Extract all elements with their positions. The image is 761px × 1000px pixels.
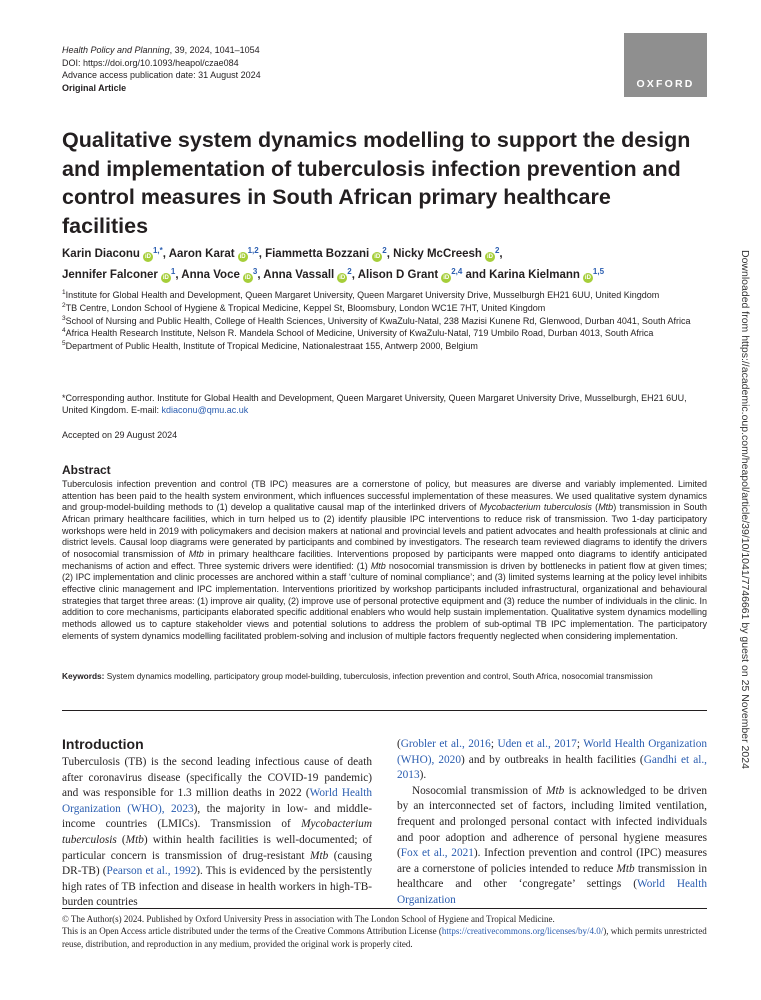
intro-text: ). This is evidenced by the persistently high rates of TB infection and disease in health workers in high-TB-burden countries [62, 865, 372, 909]
intro-text: Tuberculosis (TB) is the second leading infectious cause of death after coronavirus disease (specifically the COVID-19 pandemic) and was responsible for 1.3 million deaths in 2022 ( [62, 756, 372, 800]
orcid-icon[interactable]: iD [486, 254, 493, 260]
corresponding-email-link[interactable]: kdiaconu@qmu.ac.uk [161, 404, 249, 415]
abstract-divider [62, 710, 707, 711]
download-notice: Downloaded from https://academic.oup.com/heapol/article/39/10/1041/7746661 by guest on 25 November 2024 [739, 250, 751, 769]
author-name[interactable]: Anna Vassall [263, 269, 335, 281]
affiliation-number: 4 [62, 327, 66, 335]
intro-text: ). [419, 769, 427, 782]
affiliation [62, 290, 712, 302]
article-type: Original Article [62, 82, 127, 93]
intro-italic: Mtb [125, 833, 144, 846]
accepted-date: Accepted on 29 August 2024 [62, 430, 178, 440]
citation-link[interactable]: Gandhi et al., 2013 [397, 753, 708, 782]
orcid-icon[interactable]: iD [443, 275, 450, 281]
intro-left-column [62, 755, 372, 911]
author-name[interactable]: Karina Kielmann [489, 269, 580, 281]
author-affiliation-sup[interactable]: 2 [494, 246, 500, 255]
copyright-line: © The Author(s) 2024. Published by Oxford University Press in association with The London School of Hygiene and Tropical Medicine. [62, 914, 555, 924]
article-title: Qualitative system dynamics modelling to support the design and implementation of tuberculosis infection prevention and control measures in South African primary healthcare facilities [62, 128, 691, 238]
affiliation-number: 3 [62, 314, 66, 322]
keywords-label: Keywords: [62, 671, 105, 681]
doi[interactable]: DOI: https://doi.org/10.1093/heapol/czae084 [62, 57, 239, 68]
author-affiliation-sup[interactable]: 1,2 [247, 246, 259, 255]
intro-text: is acknowledged to be driven by an interconnected set of factors, including limited ventilation, frequent and prolonged personal contact with infected individuals and poor adoption and adherence of personal hygiene measures ( [397, 784, 707, 860]
citation-link[interactable]: World Health Organization (WHO), 2023 [62, 787, 372, 815]
author-separator: , [351, 269, 358, 281]
intro-italic: Mycobacterium tuberculosis [62, 818, 372, 846]
citation-link[interactable]: Fox et al., 2021 [400, 847, 474, 860]
citation-link[interactable]: Grobler et al., 2016 [400, 738, 491, 750]
citation-link[interactable]: World Health Organization (WHO), 2020 [397, 738, 708, 766]
affiliation-number: 2 [62, 301, 66, 309]
abstract-part: nosocomial transmission is driven by bottlenecks in patient flow at given times; (2) IPC implementation and clinic processes are anchored within a staff ‘culture of nominal compliance’; and (3) limited systems learning at the policy level inhibits effective clinic management and IPC implementation. Interventions prioritized by workshop participants included infrastructural, organizational and behavioural strategies that target three areas: (1) improve air quality, (2) improve use of personal protective equipment and (3) reduce the number of individuals in the clinic. In addition to core mechanisms, participants elaborated specific additional enablers who would help sustain implementation. Qualitative system dynamics modelling methods allowed us to capture stakeholder views and potential solutions to address the problem of sub-optimal TB IPC implementation. The participatory elements of system dynamics modelling facilitated problem-solving and inclusion of multiple factors frequently neglected when considering implementation. [62, 560, 707, 641]
citation-link[interactable]: World Health Organization [397, 878, 707, 906]
author-affiliation-sup[interactable]: 1,5 [592, 267, 605, 276]
intro-text: ) within health facilities is well-documented; of particular concern is transmission of drug-resistant [62, 833, 372, 862]
author-list [62, 244, 722, 286]
author-name[interactable]: Anna Voce [181, 269, 240, 281]
author-affiliation-sup[interactable]: 2,4 [451, 267, 463, 276]
author-separator: , [257, 269, 264, 281]
author-affiliation-sup[interactable]: 3 [252, 267, 258, 276]
author-affiliation-sup[interactable]: 1 [170, 267, 176, 276]
journal-citation [62, 44, 261, 57]
affiliation-number: 5 [62, 340, 66, 348]
abstract-italic: Mtb [188, 548, 204, 559]
footer-divider [62, 908, 707, 909]
intro-italic: Mtb [546, 784, 565, 797]
affiliation-text: TB Centre, London School of Hygiene & Tropical Medicine, Keppel St, Bloomsbury, London WC1E 7HT, United Kingdom [65, 302, 546, 313]
abstract-heading: Abstract [62, 463, 111, 477]
affiliations [62, 290, 712, 354]
intro-text: ), the majority in low- and middle-income countries (LMICs). Transmission of [62, 802, 372, 831]
author-name[interactable]: Alison D Grant [357, 269, 439, 281]
keywords [62, 670, 707, 683]
author-name[interactable]: Fiammetta Bozzani [265, 248, 370, 260]
article-meta [62, 44, 261, 94]
author-affiliation-sup[interactable]: 2 [347, 267, 352, 276]
citation-link[interactable]: Pearson et al., 1992 [106, 865, 197, 878]
abstract-part: in primary healthcare facilities. Interventions proposed by participants were mapped onto diagrams to identify anticipated mechanisms of action and effect. Three systemic drivers were identified: (1) [62, 548, 707, 571]
download-sidebar [739, 250, 752, 820]
affiliation-text: School of Nursing and Public Health, College of Health Sciences, University of KwaZulu-Natal, 238 Mazisi Kunene Rd, Glenwood, Durban 4041, South Africa [65, 315, 691, 326]
introduction-heading: Introduction [62, 736, 144, 752]
advance-access-date: Advance access publication date: 31 August 2024 [62, 70, 261, 80]
orcid-icon[interactable]: iD [374, 254, 381, 260]
affiliation [62, 341, 712, 353]
license-link[interactable]: https://creativecommons.org/licenses/by/4.0/ [441, 926, 604, 937]
affiliation-text: Department of Public Health, Institute of Tropical Medicine, Nationalestraat 155, Antwerp 2000, Belgium [65, 341, 478, 352]
abstract-text [62, 479, 707, 642]
keywords-text: System dynamics modelling, participatory group model-building, tuberculosis, infection prevention and control, South Africa, nosocomial transmission [104, 671, 653, 681]
intro-right-column [397, 737, 707, 909]
author-name[interactable]: Aaron Karat [168, 248, 235, 260]
affiliation [62, 316, 712, 328]
intro-text: transmission in healthcare and other ‘congregate’ settings ( [397, 862, 707, 891]
abstract-italic: Mtb [598, 502, 614, 513]
citation: , 39, 2024, 1041–1054 [169, 45, 260, 55]
corresponding-author [62, 393, 712, 417]
license-footer [62, 913, 712, 950]
intro-text: Nosocomial transmission of [412, 784, 547, 797]
orcid-icon[interactable]: iD [144, 254, 151, 260]
license-line [62, 925, 712, 950]
orcid-icon[interactable]: iD [244, 275, 251, 281]
abstract-italic: Mtb [370, 560, 386, 571]
author-name[interactable]: Jennifer Falconer [62, 269, 158, 281]
author-name[interactable]: Nicky McCreesh [393, 248, 482, 260]
orcid-icon[interactable]: iD [584, 275, 591, 281]
author-affiliation-sup[interactable]: 2 [382, 246, 387, 255]
intro-text: ) and by outbreaks in health facilities ( [460, 753, 644, 766]
abstract-part: Tuberculosis infection prevention and control (TB IPC) measures are a cornerstone of policy, but measures are diverse and variably implemented. Limited attention has been paid to the health system environment, which influences successful implementation of these measures. We used qualitative system dynamics and group-model-building methods to (1) develop a qualitative causal map of the interlinked drivers of [62, 479, 707, 513]
intro-text: ; [490, 738, 498, 750]
oxford-logo [624, 33, 707, 97]
author-separator: and [462, 269, 490, 281]
orcid-icon[interactable]: iD [162, 275, 169, 281]
oxford-logo-text: OXFORD [636, 78, 695, 90]
author-name[interactable]: Karin Diaconu [62, 248, 140, 260]
journal-name: Health Policy and Planning [62, 45, 170, 55]
author-separator: , [499, 248, 503, 260]
orcid-icon[interactable]: iD [339, 275, 346, 281]
author-separator: , [386, 248, 394, 260]
abstract-italic: Mycobacterium tuberculosis [479, 502, 592, 513]
corresponding-text: *Corresponding author. Institute for Global Health and Development, Queen Margaret University, Queen Margaret University Drive, Musselburgh, EH21 6UU, United Kingdom. E-mail: [62, 393, 687, 415]
license-text: ), which permits unrestricted reuse, distribution, and reproduction in any medium, provided the original work is properly cited. [62, 926, 707, 949]
license-text: This is an Open Access article distributed under the terms of the Creative Commons Attribution License ( [62, 926, 442, 937]
author-separator: , [175, 269, 182, 281]
intro-italic: Mtb [616, 862, 635, 875]
intro-text: ; [576, 738, 584, 750]
affiliation-text: Institute for Global Health and Development, Queen Margaret University, Queen Margaret University Drive, Musselburgh EH21 6UU, United Kingdom [65, 290, 660, 300]
affiliation-text: Africa Health Research Institute, Nelson R. Mandela School of Medicine, University of KwaZulu-Natal, 719 Umbilo Road, Durban 4013, South Africa [65, 328, 654, 339]
intro-text: ( [397, 738, 401, 750]
intro-text: (causing DR-TB) ( [62, 849, 372, 878]
intro-text: ( [116, 833, 126, 846]
intro-text: ). Infection prevention and control (IPC) measures are a cornerstone of policies intended to reduce [397, 847, 707, 875]
orcid-icon[interactable]: iD [239, 254, 246, 260]
affiliation-number: 1 [62, 289, 66, 296]
author-separator: , [162, 248, 169, 260]
abstract-part: ) transmission in South African primary healthcare facilities, which in turn helped us to (2) identify plausible IPC interventions to reduce risk of transmission. Two 1-day participatory workshops were held in 2019 with policymakers and decision makers at national and provincial levels and patient advocates and health professionals at clinic and district levels. Causal loop diagrams were generated by participants and combined by investigators. The research team reviewed diagrams to identify the drivers of nosocomial transmission of [62, 502, 708, 559]
author-affiliation-sup[interactable]: 1,* [152, 246, 163, 255]
affiliation [62, 328, 712, 340]
author-separator: , [258, 248, 266, 260]
intro-italic: Mtb [310, 849, 329, 862]
affiliation [62, 303, 712, 315]
abstract-part: ( [591, 502, 599, 513]
citation-link[interactable]: Uden et al., 2017 [497, 738, 577, 750]
